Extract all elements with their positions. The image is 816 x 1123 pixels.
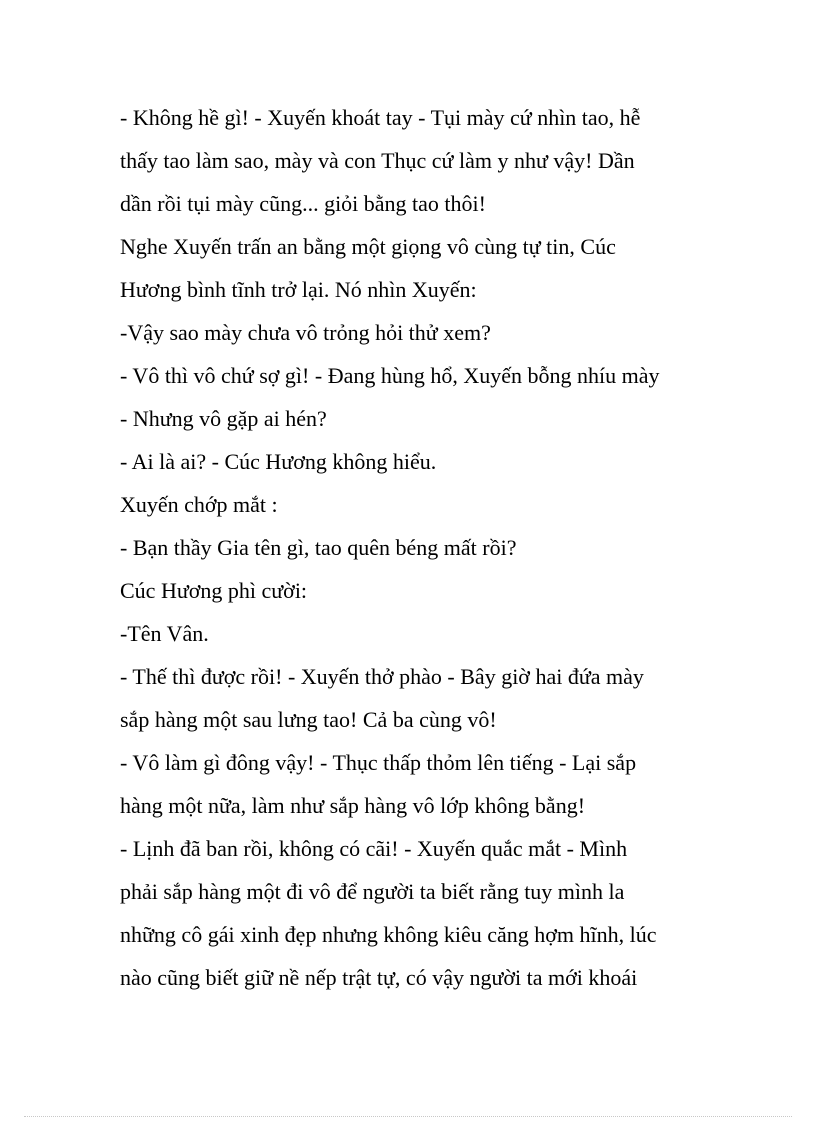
text-line: dần rồi tụi mày cũng... giỏi bằng tao thôi! [120, 191, 486, 216]
text-line: thấy tao làm sao, mày và con Thục cứ làm y như vậy! Dần [120, 148, 635, 173]
text-line: - Ai là ai? - Cúc Hương không hiểu. [120, 449, 437, 474]
text-line: - Vô thì vô chứ sợ gì! - Đang hùng hổ, Xuyến bỗng nhíu mày [120, 363, 660, 388]
text-line: - Nhưng vô gặp ai hén? [120, 406, 327, 431]
text-line: những cô gái xinh đẹp nhưng không kiêu căng hợm hĩnh, lúc [120, 922, 657, 947]
text-line: -Tên Vân. [120, 621, 209, 646]
text-line: hàng một nữa, làm như sắp hàng vô lớp không bằng! [120, 793, 586, 818]
text-line: Cúc Hương phì cười: [120, 578, 308, 603]
text-line: - Thế thì được rồi! - Xuyến thở phào - Bây giờ hai đứa mày [120, 664, 644, 689]
text-line: - Không hề gì! - Xuyến khoát tay - Tụi mày cứ nhìn tao, hễ [120, 105, 641, 130]
text-line: -Vậy sao mày chưa vô trỏng hỏi thử xem? [120, 320, 491, 345]
text-line: - Lịnh đã ban rồi, không có cãi! - Xuyến quắc mắt - Mình [120, 836, 628, 861]
text-line: - Bạn thầy Gia tên gì, tao quên béng mất rồi? [120, 535, 517, 560]
text-line: Hương bình tĩnh trở lại. Nó nhìn Xuyến: [120, 277, 477, 302]
text-line: phải sắp hàng một đi vô để người ta biết rằng tuy mình la [120, 879, 625, 904]
text-line: - Vô làm gì đông vậy! - Thục thấp thỏm lên tiếng - Lại sắp [120, 750, 637, 775]
text-line: Nghe Xuyến trấn an bằng một giọng vô cùng tự tin, Cúc [120, 234, 616, 259]
body-text [120, 96, 760, 999]
text-line: nào cũng biết giữ nề nếp trật tự, có vậy người ta mới khoái [120, 965, 638, 990]
text-line: Xuyến chớp mắt : [120, 492, 278, 517]
text-line: sắp hàng một sau lưng tao! Cả ba cùng vô! [120, 707, 497, 732]
page-bottom-divider [24, 1116, 792, 1117]
